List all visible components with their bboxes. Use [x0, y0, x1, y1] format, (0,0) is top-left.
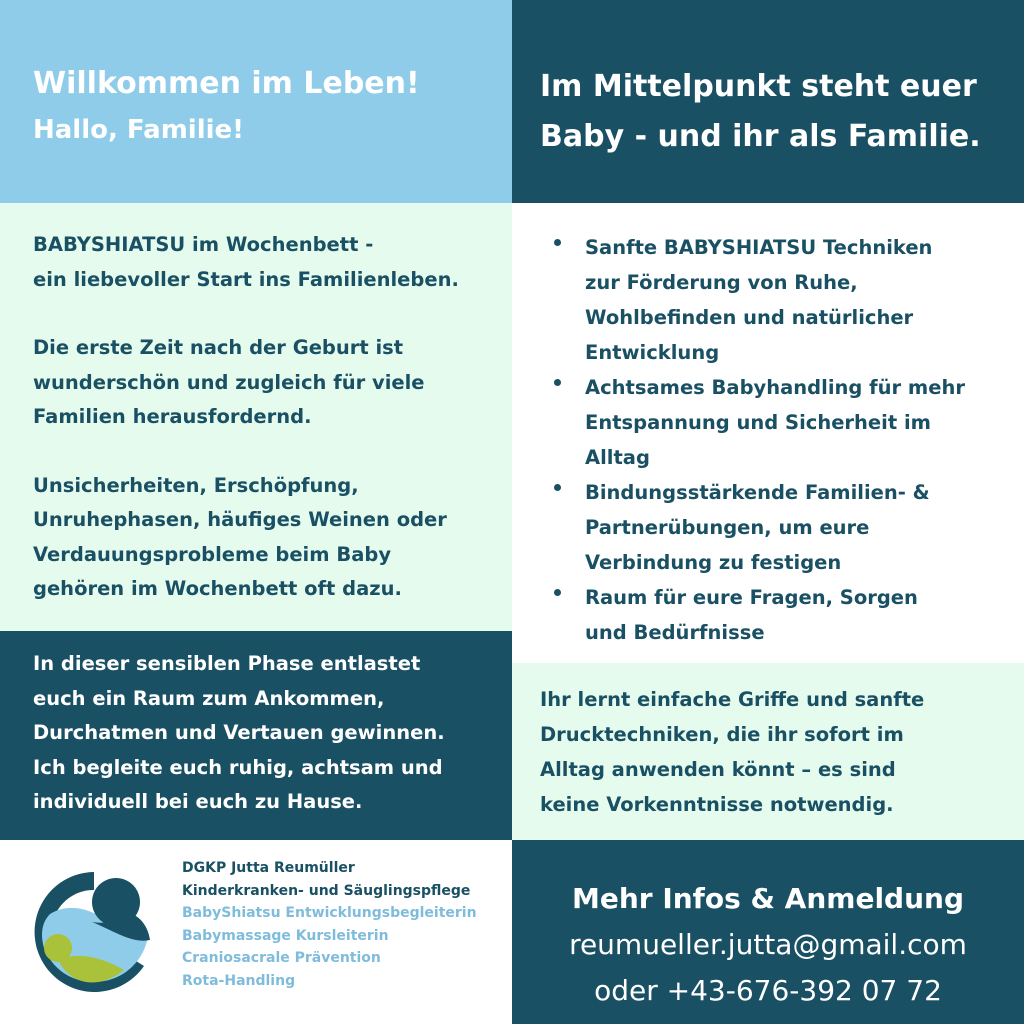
- support-text-line: individuell bei euch zu Hause.: [33, 790, 363, 813]
- bullet-icon: [554, 484, 561, 491]
- credentials-block: [182, 857, 477, 992]
- bullet-icon: [554, 589, 561, 596]
- benefit-item: [554, 580, 1024, 650]
- intro-panel: [0, 203, 512, 631]
- headline-line: Baby - und ihr als Familie.: [540, 119, 981, 154]
- profession: Kinderkranken- und Säuglingspflege: [182, 882, 471, 899]
- intro-text-line: ein liebevoller Start ins Familienleben.: [33, 267, 459, 291]
- qualification: Babymassage Kursleiterin: [182, 927, 389, 944]
- phone-number[interactable]: oder +43-676-392 07 72: [594, 974, 942, 1007]
- benefit-text-line: Bindungsstärkende Familien- &: [585, 481, 930, 504]
- bullet-icon: [554, 379, 561, 386]
- qualification: BabyShiatsu Entwicklungsbegleiterin: [182, 905, 477, 921]
- header-right-panel: [512, 0, 1024, 203]
- intro-text-line: BABYSHIATSU im Wochenbett -: [33, 233, 374, 256]
- learn-text-line: Ihr lernt einfache Griffe und sanfte: [540, 688, 925, 711]
- benefit-text-line: Entspannung und Sicherheit im: [585, 411, 931, 434]
- support-text-line: In dieser sensiblen Phase entlastet: [33, 652, 421, 675]
- benefit-text-line: Achtsames Babyhandling für mehr: [585, 376, 965, 399]
- qualification: Rota-Handling: [182, 972, 296, 989]
- benefits-panel: [512, 203, 1024, 663]
- intro-text-line: Verdauungsprobleme beim Baby: [33, 542, 392, 566]
- benefit-text-line: Alltag: [585, 446, 650, 469]
- benefit-item: [554, 475, 1024, 580]
- header-left-panel: [0, 0, 512, 203]
- benefit-text-line: Partnerübungen, um eure: [585, 516, 870, 539]
- benefit-text-line: und Bedürfnisse: [585, 621, 765, 644]
- benefit-text-line: Wohlbefinden und natürlicher: [585, 306, 914, 329]
- welcome-subtitle: Hallo, Familie!: [33, 115, 245, 145]
- intro-text-line: Unsicherheiten, Erschöpfung,: [33, 473, 359, 497]
- intro-text-line: gehören im Wochenbett oft dazu.: [33, 577, 402, 600]
- learn-text-line: keine Vorkenntnisse notwendig.: [540, 793, 894, 816]
- intro-text-line: Familien herausfordernd.: [33, 405, 312, 428]
- practitioner-name: DGKP Jutta Reumüller: [182, 860, 355, 876]
- support-text-line: Durchatmen und Vertauen gewinnen.: [33, 721, 445, 744]
- benefit-text-line: Raum für eure Fragen, Sorgen: [585, 586, 918, 609]
- bullet-icon: [554, 239, 561, 246]
- benefit-text-line: Verbindung zu festigen: [585, 551, 842, 574]
- welcome-title: Willkommen im Leben!: [33, 66, 420, 101]
- learn-text-line: Drucktechniken, die ihr sofort im: [540, 723, 904, 746]
- benefit-item: [554, 230, 1024, 370]
- contact-heading: Mehr Infos & Anmeldung: [571, 882, 964, 915]
- support-text-line: Ich begleite euch ruhig, achtsam und: [33, 755, 443, 779]
- support-panel: [0, 631, 512, 840]
- benefit-text-line: Entwicklung: [585, 341, 720, 364]
- email-link[interactable]: reumueller.jutta@gmail.com: [569, 928, 967, 961]
- benefits-list: [554, 230, 1024, 650]
- mother-baby-logo-icon: [32, 870, 156, 994]
- benefit-text-line: zur Förderung von Ruhe,: [585, 271, 858, 294]
- intro-text-line: wunderschön und zugleich für viele: [33, 370, 425, 394]
- intro-text-line: Die erste Zeit nach der Geburt ist: [33, 336, 404, 359]
- qualification: Craniosacrale Prävention: [182, 950, 381, 966]
- contact-panel: [512, 840, 1024, 1024]
- intro-text-line: Unruhephasen, häufiges Weinen oder: [33, 508, 447, 531]
- learn-text-line: Alltag anwenden könnt – es sind: [540, 758, 896, 781]
- support-text-line: euch ein Raum zum Ankommen,: [33, 686, 385, 710]
- learn-panel: [512, 663, 1024, 840]
- benefit-item: [554, 370, 1024, 475]
- benefit-text-line: Sanfte BABYSHIATSU Techniken: [585, 236, 933, 259]
- headline-line: Im Mittelpunkt steht euer: [540, 69, 977, 104]
